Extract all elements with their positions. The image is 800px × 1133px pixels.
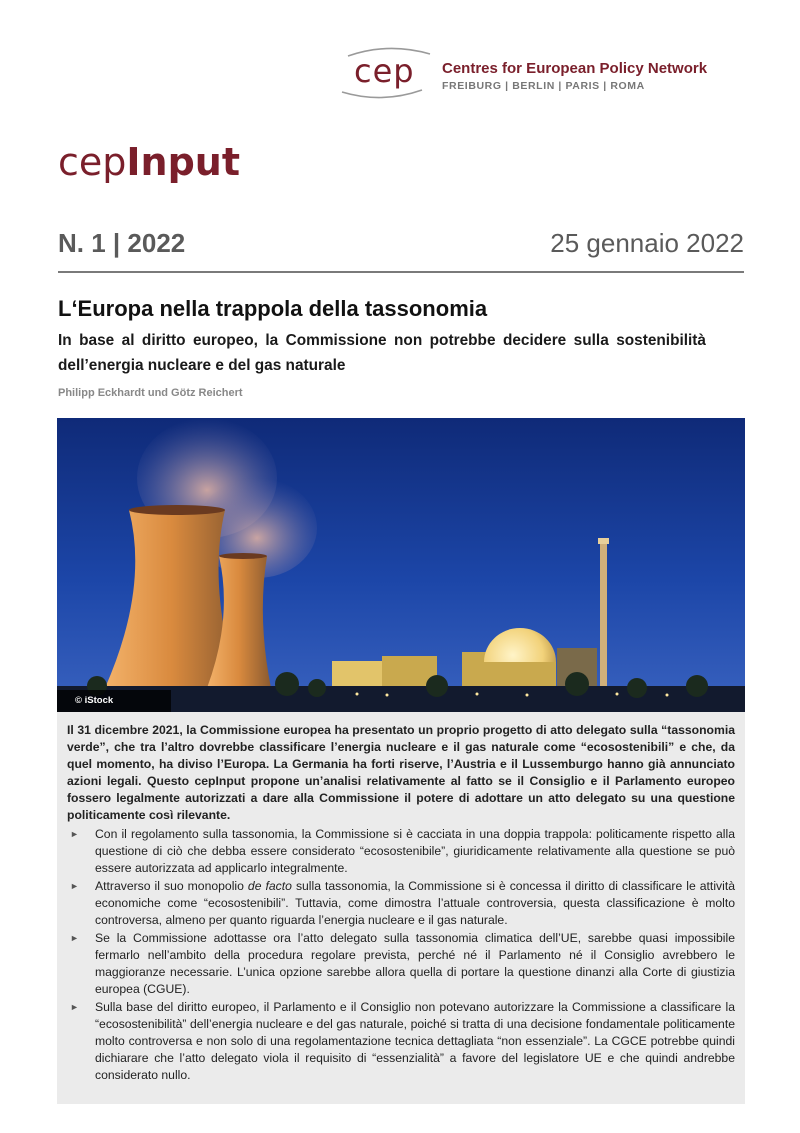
list-item bbox=[67, 826, 735, 877]
publication-brand bbox=[58, 140, 240, 184]
triangle-bullet-icon: ► bbox=[70, 829, 79, 839]
triangle-bullet-icon: ► bbox=[70, 933, 79, 943]
triangle-bullet-icon: ► bbox=[70, 1002, 79, 1012]
brand-suffix: Input bbox=[126, 140, 241, 184]
article-title: L‘Europa nella trappola della tassonomia bbox=[58, 296, 488, 321]
issue-number: N. 1 | 2022 bbox=[58, 228, 186, 258]
lead-text: , la Commissione europea ha presentato un proprio progetto di atto delegato sulla “tassonomia verde”, che tra l’altro dovrebbe classificare l’energia nucleare e il gas naturale come “ecosostenibili” e che, da quel momento, ha diviso l’Europa. La Germania ha forti riserve, l’Austria e il Lussemburgo hanno già annunciato azioni legali. Questo cepInput propone un’analisi relativamente al fatto se il Consiglio e il Parlamento europeo fossero legalmente autorizzati a dare alla Commissione il potere di adottare un atto delegato su una questione politicamente così rilevante. bbox=[67, 723, 735, 822]
network-name: Centres for European Policy Network bbox=[442, 60, 708, 77]
bullet-text: sulla tassonomia, la Commissione si è concessa il diritto di classificare le attività economiche come “ecosostenibili”. Tuttavia, come dimostra l’attuale controversia, questa classificazione è molto controversa, almeno per quanto riguarda l’energia nucleare e il gas naturale. bbox=[95, 879, 735, 927]
bullet-text: Attraverso il suo monopolio bbox=[95, 879, 248, 893]
cep-network-logo[interactable] bbox=[338, 46, 738, 102]
issue-date: 25 gennaio 2022 bbox=[550, 228, 744, 258]
bullet-emphasis: de facto bbox=[247, 879, 292, 893]
brand-prefix: cep bbox=[58, 140, 127, 184]
article-subtitle: In base al diritto europeo, la Commissione non potrebbe decidere sulla sostenibilità dell’energia nucleare e del gas naturale bbox=[58, 332, 706, 374]
bullet-text: Se la Commissione adottasse ora l’atto delegato sulla tassonomia climatica dell’UE, sarebbe quasi impossibile fermarlo nell’ambito della procedura regolare prevista, perché né il Parlamento né il Consiglio avrebbero le maggioranze necessarie. L’unica opzione sarebbe allora quella di portare la questione dinanzi alla Corte di giustizia europea (CGUE). bbox=[95, 931, 735, 996]
article-authors: Philipp Eckhardt und Götz Reichert bbox=[58, 387, 243, 399]
nuclear-plant-illustration bbox=[57, 418, 745, 712]
lead-paragraph bbox=[67, 722, 735, 824]
list-item bbox=[67, 930, 735, 998]
lead-date: Il 31 dicembre 2021 bbox=[67, 723, 180, 737]
bullet-text: Sulla base del diritto europeo, il Parlamento e il Consiglio non potevano autorizzare la Commissione a classificare la “ecosostenibilità” dell’energia nucleare e del gas naturale, poiché si tratta di una decisione fondamentale politicamente molto controversa e non solo di una regolamentazione tecnica dettagliata “non essenziale”. La CGCE potrebbe quindi dichiarare che l’atto delegato viola il requisito di “essenzialità” a favore del legislatore UE e che quindi andrebbe considerato nullo. bbox=[95, 1000, 735, 1082]
triangle-bullet-icon: ► bbox=[70, 881, 79, 891]
summary-box bbox=[57, 712, 745, 1104]
logo-text: cep bbox=[354, 52, 415, 90]
list-item bbox=[67, 878, 735, 929]
photo-credit: © iStock bbox=[57, 690, 171, 712]
bullet-text: Con il regolamento sulla tassonomia, la Commissione si è cacciata in una doppia trappola: politicamente rispetto alla questione di ciò che debba essere considerato “ecosostenibile”, giuridicamente relativamente alla questione se può essere autorizzata ad applicarlo integralmente. bbox=[95, 827, 735, 875]
header-divider bbox=[58, 271, 744, 273]
list-item bbox=[67, 999, 735, 1084]
cover-photo bbox=[57, 418, 745, 712]
network-cities: FREIBURG | BERLIN | PARIS | ROMA bbox=[442, 80, 645, 92]
key-points-list bbox=[67, 826, 735, 1084]
